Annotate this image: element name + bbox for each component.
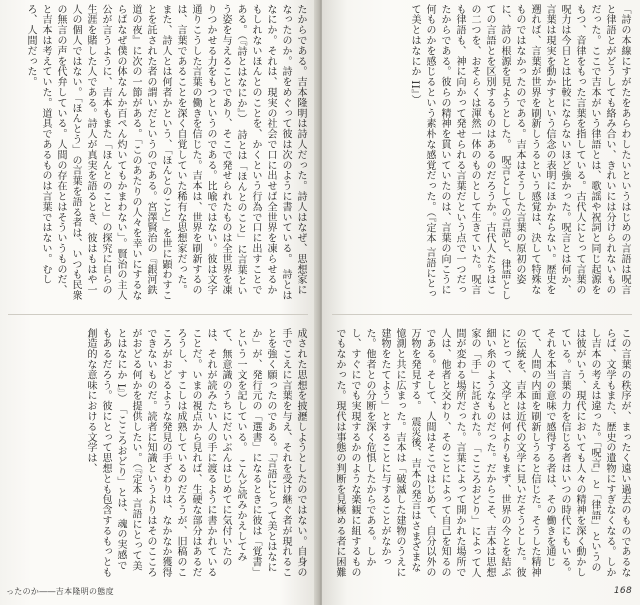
left-page-lower-text: 成された思想を披瀝しようとしたのではない。自身の手でこえに言葉を与え、それを受け継ぐ者が現れることを強く願ったのである。「言語にとって美とはなにか」が、発行元の「選書」になるときに彼は「覚書」という一文を記している。 こんど読みかえしてみて、無意識のうちにだいぶんはじめてに気付いたのは、それが読みたい人の手に渡るように書かれていることだ。いまの視点から見れば、生硬な部分はあるだろうし、すこしは成熟しているのだろうが、旧稿のこころがおどるような発見の手ざわりは、なかなか獲得できないものだ。読者に知識というよりはそのこころがおどる何かを提供したい。（『定本 言語にとって美とはなにか I』） 「こころおどり」とは、魂の実感でもあるだろう。彼にとって思想とも包含するもっとも創造的な意味における文学は、 — [85, 328, 306, 578]
right-page — [322, 0, 640, 605]
left-page — [0, 0, 318, 605]
right-page-lower-text: この言葉の秩序が、まったく遠い過去のものであるならば、文学もまた、歴史の遺物にすぎなくなる。しかし吉本の考えは違った。「呪言」と「律語」というのは彼がいう、現代においても人々の精神を深く動かしている。言葉の力を信じる者はいつの時代にもいる。それを本当の意味で感得する者は、その働きを通じて、人間の内面を刷新しうると信じた。そうした精神の伝統を、吉本は近代の文学に見いだそうとした。彼にとって、文学とは何よりもまず、世界の今とを結ぶ細い糸のようなものだった。だからこそ、吉本は思想家の「手」に託された。 「こころおどり」によって人間が変わる場所だった。言葉によって開かれた場所で人は、他者と交わり、そのことによって自己を知るのである。そして、人間はそこではじめて、自分以外の万物を発見する。 震災後、吉本の発言はさまざまな憶測と共に広まった。吉本は「破滅した建物のうえに建物をたてよう」とすることに与することがなかった。他者との分断を深く危惧したからである。しかし、すぐにでも実現するかのような楽観に組するものでもなかった。現代は事態の判断を見極める者に困難 — [334, 328, 630, 578]
running-head: ったのか――吉本隆明の態度 — [6, 587, 114, 596]
page-number: 168 — [613, 586, 632, 596]
section-divider — [8, 314, 308, 315]
right-page-upper-text: 「詩の本線にすがたをあらわしたいというはじめの言語は呪言と律語とがどうしても絡み合い、きれいには分けられないものだった。ここで吉本がいう律語とは、歌謡や祝詞と同じ起源をもつ、音律をもった言葉を指している。古代人にとって言葉の呪力は今日とは比較にならないほど強かった。呪言とは何か、言葉は現実を動かすという信念の表明にほかならない。歴史を遡れば、言葉が世界を刷新しうるという感覚は、決して特殊なものではなかったのである。吉本はそうした言葉の原初の姿に、詩の根源を見ようとした。 呪言としての言語と、律語としての言語とを区別するものはあるのだろうか。古代人たちはこの二つを、おそらくは渾然一体のものとして生きていた。呪言も律語も、神に向かって発せられる言葉だという点で一つだったからである。彼らの精神を貫いていたのは、言葉の向こうに何ものかを感じるという素朴な感覚だった。（『定本 言語にとって美とはなにか II』） — [409, 4, 630, 301]
left-page-upper-text: たからである。吉本隆明は詩人だった。詩人はなぜ、思想家になったのか。詩をめぐって彼は次のように書いている。 詩とはなにか。それは、現実の社会で口に出せば全世界を凍らせるかもしれないほんとのことを、かくという行為で口に出すことである。（『詩とはなにか』） 詩とは「ほんとのこと」に言葉という姿を与えることであり、そこで発せられたものは全世界を凍りつかせる力をもつというのである。比喩ではない。彼は文字通りこうした言葉の働きを信じた。吉本は、世界を刷新するのは、言葉であることを深く自覚していた稀有な思想家だった。 また、詩人とは何者かという、「ほんとのこと」を世に顕わすことを託された者の謂いだというのである。宮澤賢治の『銀河鉄道の夜』に次の一節がある。「このあたりの人々を幸いにするならばなぜ僕の体なんか百ぺん灼いてもかまわない」。賢治の主人公が言うように、吉本もまた「ほんとのこと」の探究に自らの生涯を賭した人である。詩人が真実を語るとき、彼はもはや一人の個人ではない。「ほんとう」の言葉を語る者は、いつも民衆の無言の声を代弁している。人間の存在とはそういうものだ、と吉本は考えていた。道具であるものは言葉ではない。むしろ、人間だった。 — [25, 4, 306, 301]
section-divider — [332, 314, 632, 315]
